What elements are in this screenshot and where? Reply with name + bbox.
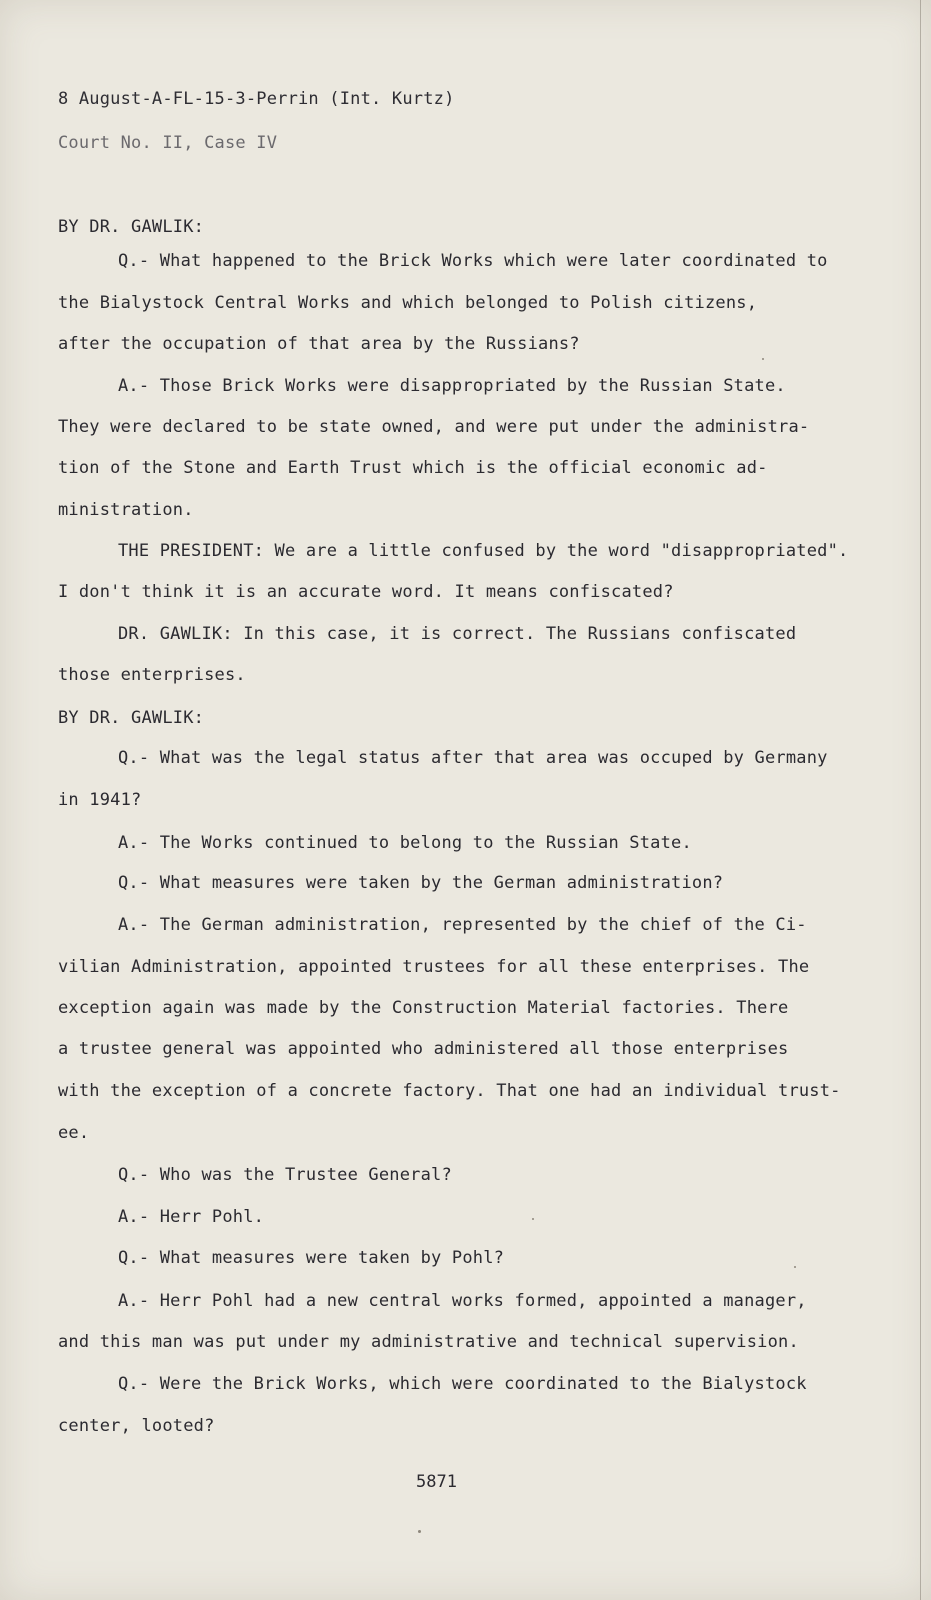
header-line-1: 8 August-A-FL-15-3-Perrin (Int. Kurtz) <box>58 89 455 109</box>
text-line: Q.- What was the legal status after that area was occuped by Germany <box>118 748 828 768</box>
header-line-2: Court No. II, Case IV <box>58 133 278 153</box>
paper-speck <box>794 1266 796 1268</box>
text-line: a trustee general was appointed who administered all those enterprises <box>58 1039 789 1059</box>
text-line: A.- Those Brick Works were disappropriated by the Russian State. <box>118 376 786 396</box>
text-line: Q.- What happened to the Brick Works which were later coordinated to <box>118 251 828 271</box>
text-line: those enterprises. <box>58 665 246 685</box>
text-line: THE PRESIDENT: We are a little confused by the word "disappropriated". <box>118 541 849 561</box>
text-line: vilian Administration, appointed trustees for all these enterprises. The <box>58 957 810 977</box>
text-line: A.- The German administration, represented by the chief of the Ci- <box>118 915 807 935</box>
text-line: A.- Herr Pohl had a new central works formed, appointed a manager, <box>118 1291 807 1311</box>
text-line: in 1941? <box>58 790 142 810</box>
text-line: Q.- What measures were taken by the German administration? <box>118 873 724 893</box>
text-line: Q.- Who was the Trustee General? <box>118 1165 452 1185</box>
text-line: Q.- What measures were taken by Pohl? <box>118 1248 505 1268</box>
text-line: with the exception of a concrete factory. That one had an individual trust- <box>58 1081 841 1101</box>
text-line: the Bialystock Central Works and which belonged to Polish citizens, <box>58 293 758 313</box>
text-line: exception again was made by the Construction Material factories. There <box>58 998 789 1018</box>
page-number: 5871 <box>416 1472 457 1492</box>
paper-speck <box>532 1218 534 1220</box>
text-line: center, looted? <box>58 1416 215 1436</box>
text-line: after the occupation of that area by the Russians? <box>58 334 580 354</box>
text-line: DR. GAWLIK: In this case, it is correct. The Russians confiscated <box>118 624 797 644</box>
text-line: and this man was put under my administrative and technical supervision. <box>58 1332 799 1352</box>
text-line: ministration. <box>58 500 194 520</box>
text-line: Q.- Were the Brick Works, which were coordinated to the Bialystock <box>118 1374 807 1394</box>
text-line: I don't think it is an accurate word. It means confiscated? <box>58 582 674 602</box>
paper-speck <box>762 358 764 360</box>
paper-speck <box>418 1530 421 1533</box>
text-line: A.- Herr Pohl. <box>118 1207 265 1227</box>
text-line: BY DR. GAWLIK: <box>58 217 205 237</box>
text-line: BY DR. GAWLIK: <box>58 708 205 728</box>
text-line: They were declared to be state owned, and were put under the administra- <box>58 417 810 437</box>
text-line: tion of the Stone and Earth Trust which is the official economic ad- <box>58 458 768 478</box>
text-line: ee. <box>58 1123 90 1143</box>
text-line: A.- The Works continued to belong to the Russian State. <box>118 833 692 853</box>
